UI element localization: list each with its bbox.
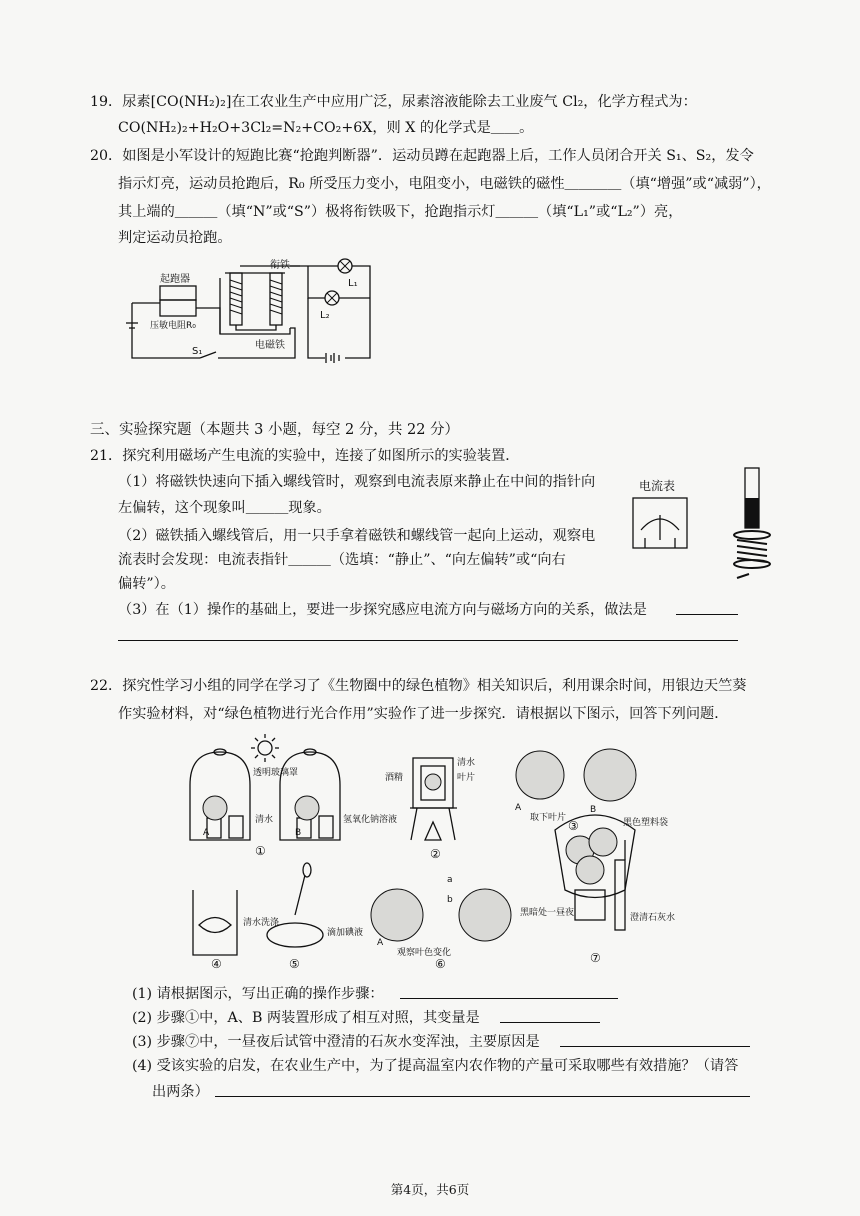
label-water-a: 清水 — [255, 815, 274, 825]
step-4-number: ④ — [211, 957, 222, 970]
q22-s1-answer-line — [400, 998, 618, 999]
label-b-3: B — [590, 805, 597, 815]
label-s1: S₁ — [192, 346, 203, 357]
q22-s3: (3) 步骤⑦中，一昼夜后试管中澄清的石灰水变浑浊，主要原因是 — [132, 1034, 540, 1050]
q21-p1-line-2: 左偏转，这个现象叫＿＿＿现象。 — [118, 500, 331, 516]
step-3-number: ③ — [568, 819, 579, 833]
q22-s4-line-2: 出两条） — [152, 1084, 209, 1100]
label-armature: 衔铁 — [270, 260, 290, 271]
label-limewater: 澄清石灰水 — [630, 913, 676, 923]
q21-p3-answer-line-1 — [676, 614, 738, 615]
q19-line-1: 19．尿素[CO(NH₂)₂]在工农业生产中应用广泛，尿素溶液能除去工业废气 Cl₂，化学方程式为： — [90, 94, 697, 110]
q22-intro-line-2: 作实验材料，对“绿色植物进行光合作用”实验作了进一步探究．请根据以下图示，回答下列问题． — [118, 706, 729, 722]
q22-s3-answer-line — [560, 1046, 750, 1047]
q22-s4-line-1: (4) 受该实验的启发，在农业生产中，为了提高温室内农作物的产量可采取哪些有效措施？（请答 — [132, 1058, 739, 1074]
q20-line-2: 指示灯亮，运动员抢跑后，R₀ 所受压力变小，电阻变小，电磁铁的磁性＿＿＿＿（填“增强”或“减弱”）， — [118, 176, 771, 192]
label-l1: L₁ — [348, 278, 358, 289]
q22-s2: (2) 步骤①中，A、B 两装置形成了相互对照，其变量是 — [132, 1010, 480, 1026]
q19-line-2: CO(NH₂)₂+H₂O+3Cl₂=N₂+CO₂+6X，则 X 的化学式是＿＿。 — [118, 120, 534, 136]
label-a-1: A — [203, 828, 210, 838]
label-electromagnet: 电磁铁 — [255, 340, 285, 351]
circuit-diagram — [120, 258, 390, 373]
q21-p2-line-2: 流表时会发现：电流表指针＿＿＿（选填：“静止”、“向左偏转”或“向右 — [118, 552, 566, 568]
label-a-3: A — [515, 803, 522, 813]
q22-s2-answer-line — [500, 1022, 600, 1023]
q21-p3-answer-line-2 — [118, 640, 738, 641]
q20-line-3: 其上端的＿＿＿（填“N”或“S”）极将衔铁吸下，抢跑指示灯＿＿＿（填“L₁”或“L₂”）亮， — [118, 204, 683, 220]
step-1-number: ① — [255, 844, 266, 858]
step-5-number: ⑤ — [289, 957, 300, 970]
q22-s1: (1) 请根据图示，写出正确的操作步骤： — [132, 986, 384, 1002]
galvanometer-figure — [625, 460, 790, 585]
label-glass-bell: 透明玻璃罩 — [253, 768, 299, 778]
label-galvanometer: 电流表 — [639, 479, 676, 493]
q21-p1-line-1: （1）将磁铁快速向下插入螺线管时，观察到电流表原来静止在中间的指针向 — [118, 474, 596, 490]
label-starter: 起跑器 — [160, 274, 190, 285]
step-6-number: ⑥ — [435, 957, 446, 970]
label-resistor: 压敏电阻R₀ — [150, 321, 196, 331]
label-water-bath: 清水 — [457, 758, 476, 768]
label-b-1: B — [295, 828, 302, 838]
label-remove-leaf: 取下叶片 — [530, 813, 567, 823]
label-iodine: 滴加碘液 — [327, 928, 364, 938]
label-naoh: 氢氧化钠溶液 — [343, 815, 398, 825]
label-observe: 观察叶色变化 — [397, 948, 452, 958]
label-alcohol: 酒精 — [385, 773, 404, 783]
page-footer: 第4页，共6页 — [390, 1182, 470, 1197]
q21-intro: 21．探究利用磁场产生电流的实验中，连接了如图所示的实验装置． — [90, 448, 520, 464]
label-l2: L₂ — [320, 310, 330, 321]
label-dark-night: 黑暗处一昼夜 — [520, 908, 575, 918]
photosynthesis-steps-figure — [185, 730, 680, 970]
label-small-a: a — [447, 875, 453, 885]
section-3-title: 三、实验探究题（本题共 3 小题，每空 2 分，共 22 分） — [90, 422, 460, 438]
q22-s4-answer-line — [215, 1096, 750, 1097]
q21-p3-line-1: （3）在（1）操作的基础上，要进一步探究感应电流方向与磁场方向的关系，做法是 — [118, 602, 647, 618]
q21-p2-line-3: 偏转”）。 — [118, 576, 175, 592]
q20-line-1: 20．如图是小军设计的短跑比赛“抢跑判断器”．运动员蹲在起跑器上后，工作人员闭合开关 S₁、S₂，发令 — [90, 148, 754, 164]
label-leaf: 叶片 — [457, 773, 476, 783]
label-small-b: b — [447, 895, 453, 905]
q22-intro-line-1: 22．探究性学习小组的同学在学习了《生物圈中的绿色植物》相关知识后，利用课余时间，用银边天竺葵 — [90, 678, 747, 694]
step-7-number: ⑦ — [590, 951, 601, 965]
label-rinse: 清水洗涤 — [243, 918, 280, 928]
q20-line-4: 判定运动员抢跑。 — [118, 230, 232, 246]
label-a-6: A — [377, 938, 384, 948]
q21-p2-line-1: （2）磁铁插入螺线管后，用一只手拿着磁铁和螺线管一起向上运动，观察电 — [118, 528, 596, 544]
step-2-number: ② — [430, 847, 441, 861]
label-black-bag: 黑色塑料袋 — [623, 818, 669, 828]
